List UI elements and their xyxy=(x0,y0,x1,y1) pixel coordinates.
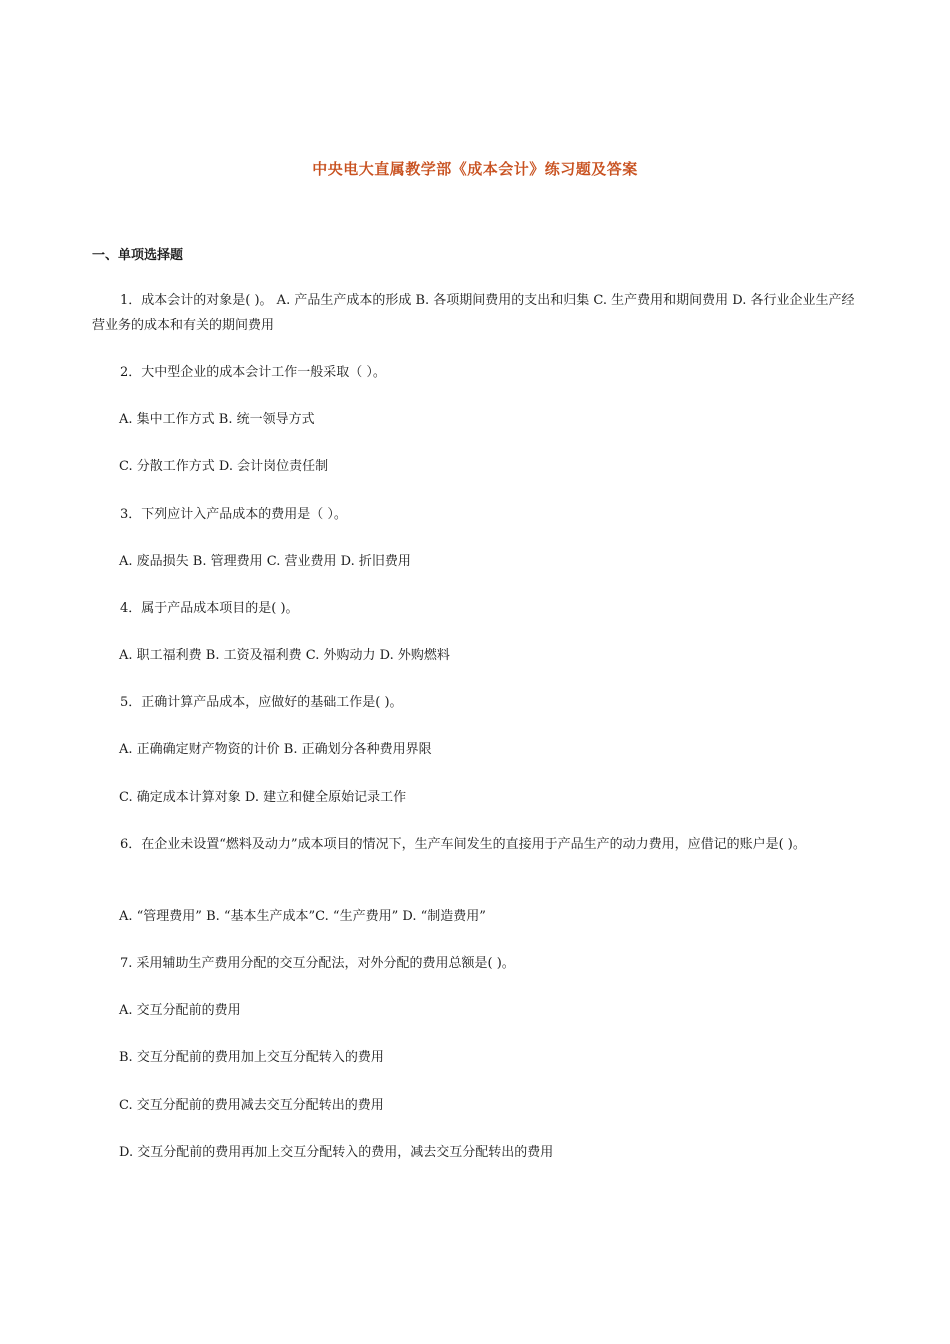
question-5: 5．正确计算产品成本，应做好的基础工作是( )。 xyxy=(120,695,403,710)
question-7: 7. 采用辅助生产费用分配的交互分配法，对外分配的费用总额是( )。 xyxy=(120,956,515,971)
question-5-options-cd: C. 确定成本计算对象 D. 建立和健全原始记录工作 xyxy=(119,790,407,805)
question-4: 4．属于产品成本项目的是( )。 xyxy=(120,601,299,616)
question-3: 3．下列应计入产品成本的费用是（ ）。 xyxy=(120,507,347,522)
question-2: 2．大中型企业的成本会计工作一般采取（ ）。 xyxy=(120,365,386,380)
question-5-options-ab: A. 正确确定财产物资的计价 B. 正确划分各种费用界限 xyxy=(119,742,432,757)
question-7-option-a: A. 交互分配前的费用 xyxy=(119,1003,241,1018)
section-heading: 一、单项选择题 xyxy=(92,248,184,263)
question-2-options-cd: C. 分散工作方式 D. 会计岗位责任制 xyxy=(119,459,329,474)
question-6: 6．在企业未设置“燃料及动力”成本项目的情况下，生产车间发生的直接用于产品生产的动力费用，应借记的账户是( )。 xyxy=(120,837,806,852)
question-7-option-c: C. 交互分配前的费用减去交互分配转出的费用 xyxy=(119,1098,384,1113)
document-title: 中央电大直属教学部《成本会计》练习题及答案 xyxy=(312,160,638,178)
question-6-options: A. “管理费用” B. “基本生产成本”C. “生产费用” D. “制造费用” xyxy=(119,909,486,924)
question-7-option-d: D. 交互分配前的费用再加上交互分配转入的费用，减去交互分配转出的费用 xyxy=(119,1145,554,1160)
question-3-options: A. 废品损失 B. 管理费用 C. 营业费用 D. 折旧费用 xyxy=(119,554,411,569)
question-4-options: A. 职工福利费 B. 工资及福利费 C. 外购动力 D. 外购燃料 xyxy=(119,648,450,663)
question-7-option-b: B. 交互分配前的费用加上交互分配转入的费用 xyxy=(119,1050,384,1065)
question-2-options-ab: A. 集中工作方式 B. 统一领导方式 xyxy=(119,412,315,427)
question-1: 1．成本会计的对象是( )。 A. 产品生产成本的形成 B. 各项期间费用的支出和归集 C. 生产费用和期间费用 D. 各行业企业生产经营业务的成本和有关的期间费用 xyxy=(92,293,855,333)
